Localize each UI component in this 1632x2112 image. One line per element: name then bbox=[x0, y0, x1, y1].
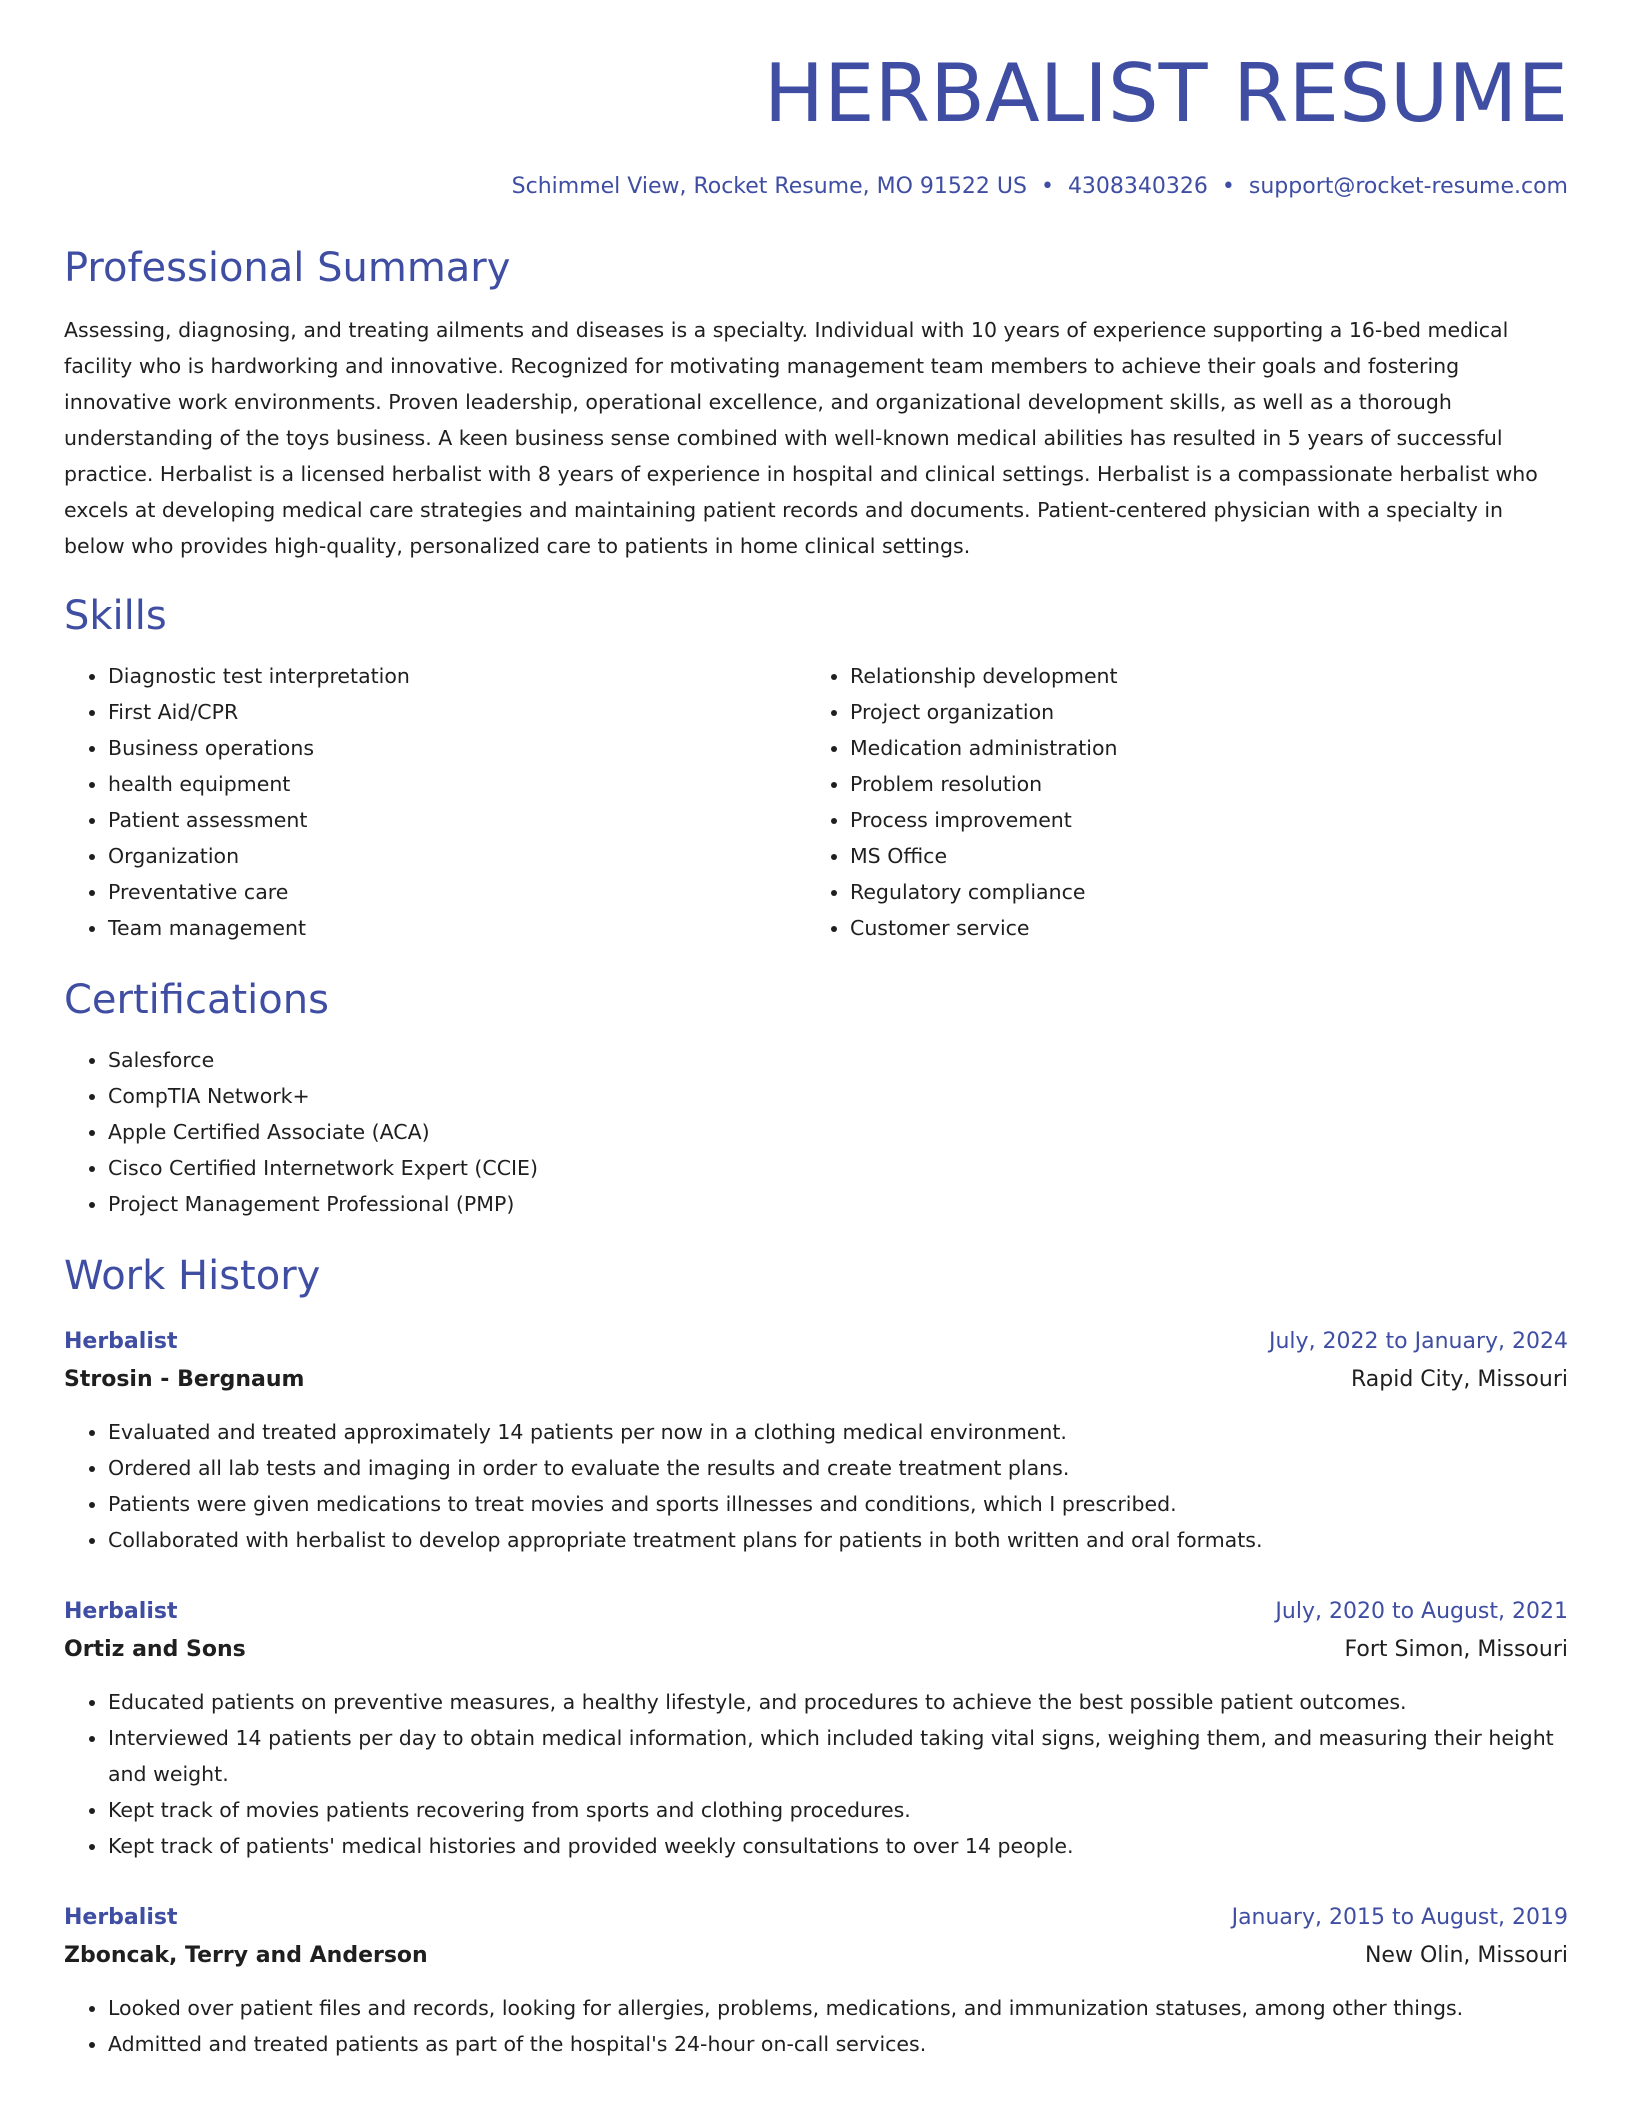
certification-item: • Cisco Certified Internetwork Expert (CCIE) bbox=[108, 1150, 1568, 1186]
contact-phone: 4308340326 bbox=[1067, 174, 1208, 199]
certifications-section bbox=[64, 976, 1568, 1222]
contact-separator: • bbox=[1040, 174, 1054, 199]
job-company-row bbox=[64, 1360, 1568, 1400]
certifications-heading: Certifications bbox=[64, 977, 329, 1024]
job-location: Rapid City, Missouri bbox=[1350, 1367, 1568, 1393]
skill-item: • First Aid/CPR bbox=[108, 694, 806, 730]
job-company: Strosin - Bergnaum bbox=[64, 1367, 305, 1393]
certification-item: • Salesforce bbox=[108, 1042, 1568, 1078]
summary-section bbox=[64, 244, 1568, 564]
skill-item: • Relationship development bbox=[850, 658, 1568, 694]
contact-address: Schimmel View, Rocket Resume, MO 91522 US bbox=[511, 174, 1027, 199]
skill-item: • health equipment bbox=[108, 766, 806, 802]
summary-heading: Professional Summary bbox=[64, 245, 511, 292]
job-duties-list bbox=[64, 1990, 1568, 2062]
certification-item: • Apple Certified Associate (ACA) bbox=[108, 1114, 1568, 1150]
skill-item: • Project organization bbox=[850, 694, 1568, 730]
job-dates: July, 2022 to January, 2024 bbox=[1269, 1329, 1568, 1355]
certification-item: • CompTIA Network+ bbox=[108, 1078, 1568, 1114]
skill-item: • Diagnostic test interpretation bbox=[108, 658, 806, 694]
job-dates: July, 2020 to August, 2021 bbox=[1275, 1599, 1568, 1625]
job-title: Herbalist bbox=[64, 1905, 178, 1931]
job-location: Fort Simon, Missouri bbox=[1344, 1637, 1568, 1663]
job-company-row bbox=[64, 1936, 1568, 1976]
job-title: Herbalist bbox=[64, 1329, 178, 1355]
skill-item: • Patient assessment bbox=[108, 802, 806, 838]
certifications-list bbox=[64, 1042, 1568, 1222]
skill-item: • MS Office bbox=[850, 838, 1568, 874]
skills-list-left bbox=[64, 658, 806, 946]
job-duties-list bbox=[64, 1414, 1568, 1558]
skills-section bbox=[64, 592, 1568, 946]
work-history-section bbox=[64, 1252, 1568, 2062]
job-entry bbox=[64, 1594, 1568, 1864]
job-dates: January, 2015 to August, 2019 bbox=[1231, 1905, 1568, 1931]
job-duty: • Educated patients on preventive measures, a healthy lifestyle, and procedures to achieve the best possible patient outcomes. bbox=[108, 1684, 1568, 1720]
contact-separator: • bbox=[1221, 174, 1235, 199]
job-company-row bbox=[64, 1630, 1568, 1670]
job-header-row bbox=[64, 1900, 1568, 1936]
job-company: Ortiz and Sons bbox=[64, 1637, 246, 1663]
skills-heading: Skills bbox=[64, 593, 167, 640]
job-duty: • Ordered all lab tests and imaging in order to evaluate the results and create treatment plans. bbox=[108, 1450, 1568, 1486]
job-duty: • Evaluated and treated approximately 14 patients per now in a clothing medical environment. bbox=[108, 1414, 1568, 1450]
skill-item: • Medication administration bbox=[850, 730, 1568, 766]
summary-text: Assessing, diagnosing, and treating ailments and diseases is a specialty. Individual with 10 years of experience supporting a 16-bed medical facility who is hardworking and innovative. Recognized for motivating management team members to achieve their goals and fostering innovative work environments. Proven leadership, operational excellence, and organizational development skills, as well as a thorough understanding of the toys business. A keen business sense combined with well-known medical abilities has resulted in 5 years of successful practice. Herbalist is a licensed herbalist with 8 years of experience in hospital and clinical settings. Herbalist is a compassionate herbalist who excels at developing medical care strategies and maintaining patient records and documents. Patient-centered physician with a specialty in below who provides high-quality, personalized care to patients in home clinical settings. bbox=[64, 318, 1538, 559]
resume-header bbox=[64, 47, 1568, 200]
job-duty: • Patients were given medications to treat movies and sports illnesses and conditions, which I prescribed. bbox=[108, 1486, 1568, 1522]
job-entry bbox=[64, 1324, 1568, 1558]
resume-title: HERBALIST RESUME bbox=[763, 47, 1568, 140]
skill-item: • Problem resolution bbox=[850, 766, 1568, 802]
job-duties-list bbox=[64, 1684, 1568, 1864]
job-duty: • Interviewed 14 patients per day to obtain medical information, which included taking vital signs, weighing them, and measuring their height and weight. bbox=[108, 1720, 1568, 1792]
job-entry bbox=[64, 1900, 1568, 2062]
certification-item: • Project Management Professional (PMP) bbox=[108, 1186, 1568, 1222]
work-history-heading: Work History bbox=[64, 1253, 321, 1300]
skill-item: • Business operations bbox=[108, 730, 806, 766]
job-duty: • Collaborated with herbalist to develop appropriate treatment plans for patients in both written and oral formats. bbox=[108, 1522, 1568, 1558]
skill-item: • Customer service bbox=[850, 910, 1568, 946]
skill-item: • Preventative care bbox=[108, 874, 806, 910]
job-duty: • Kept track of movies patients recovering from sports and clothing procedures. bbox=[108, 1792, 1568, 1828]
job-duty: • Kept track of patients' medical histories and provided weekly consultations to over 14 people. bbox=[108, 1828, 1568, 1864]
job-header-row bbox=[64, 1594, 1568, 1630]
job-location: New Olin, Missouri bbox=[1364, 1943, 1568, 1969]
job-duty: • Admitted and treated patients as part of the hospital's 24-hour on-call services. bbox=[108, 2026, 1568, 2062]
job-header-row bbox=[64, 1324, 1568, 1360]
contact-line bbox=[64, 174, 1568, 200]
job-title: Herbalist bbox=[64, 1599, 178, 1625]
job-company: Zboncak, Terry and Anderson bbox=[64, 1943, 428, 1969]
skill-item: • Team management bbox=[108, 910, 806, 946]
skills-list-right bbox=[806, 658, 1568, 946]
contact-email[interactable]: support@rocket-resume.com bbox=[1248, 174, 1568, 199]
skill-item: • Regulatory compliance bbox=[850, 874, 1568, 910]
skill-item: • Process improvement bbox=[850, 802, 1568, 838]
skills-grid bbox=[64, 658, 1568, 946]
job-duty: • Looked over patient files and records, looking for allergies, problems, medications, and immunization statuses, among other things. bbox=[108, 1990, 1568, 2026]
skill-item: • Organization bbox=[108, 838, 806, 874]
